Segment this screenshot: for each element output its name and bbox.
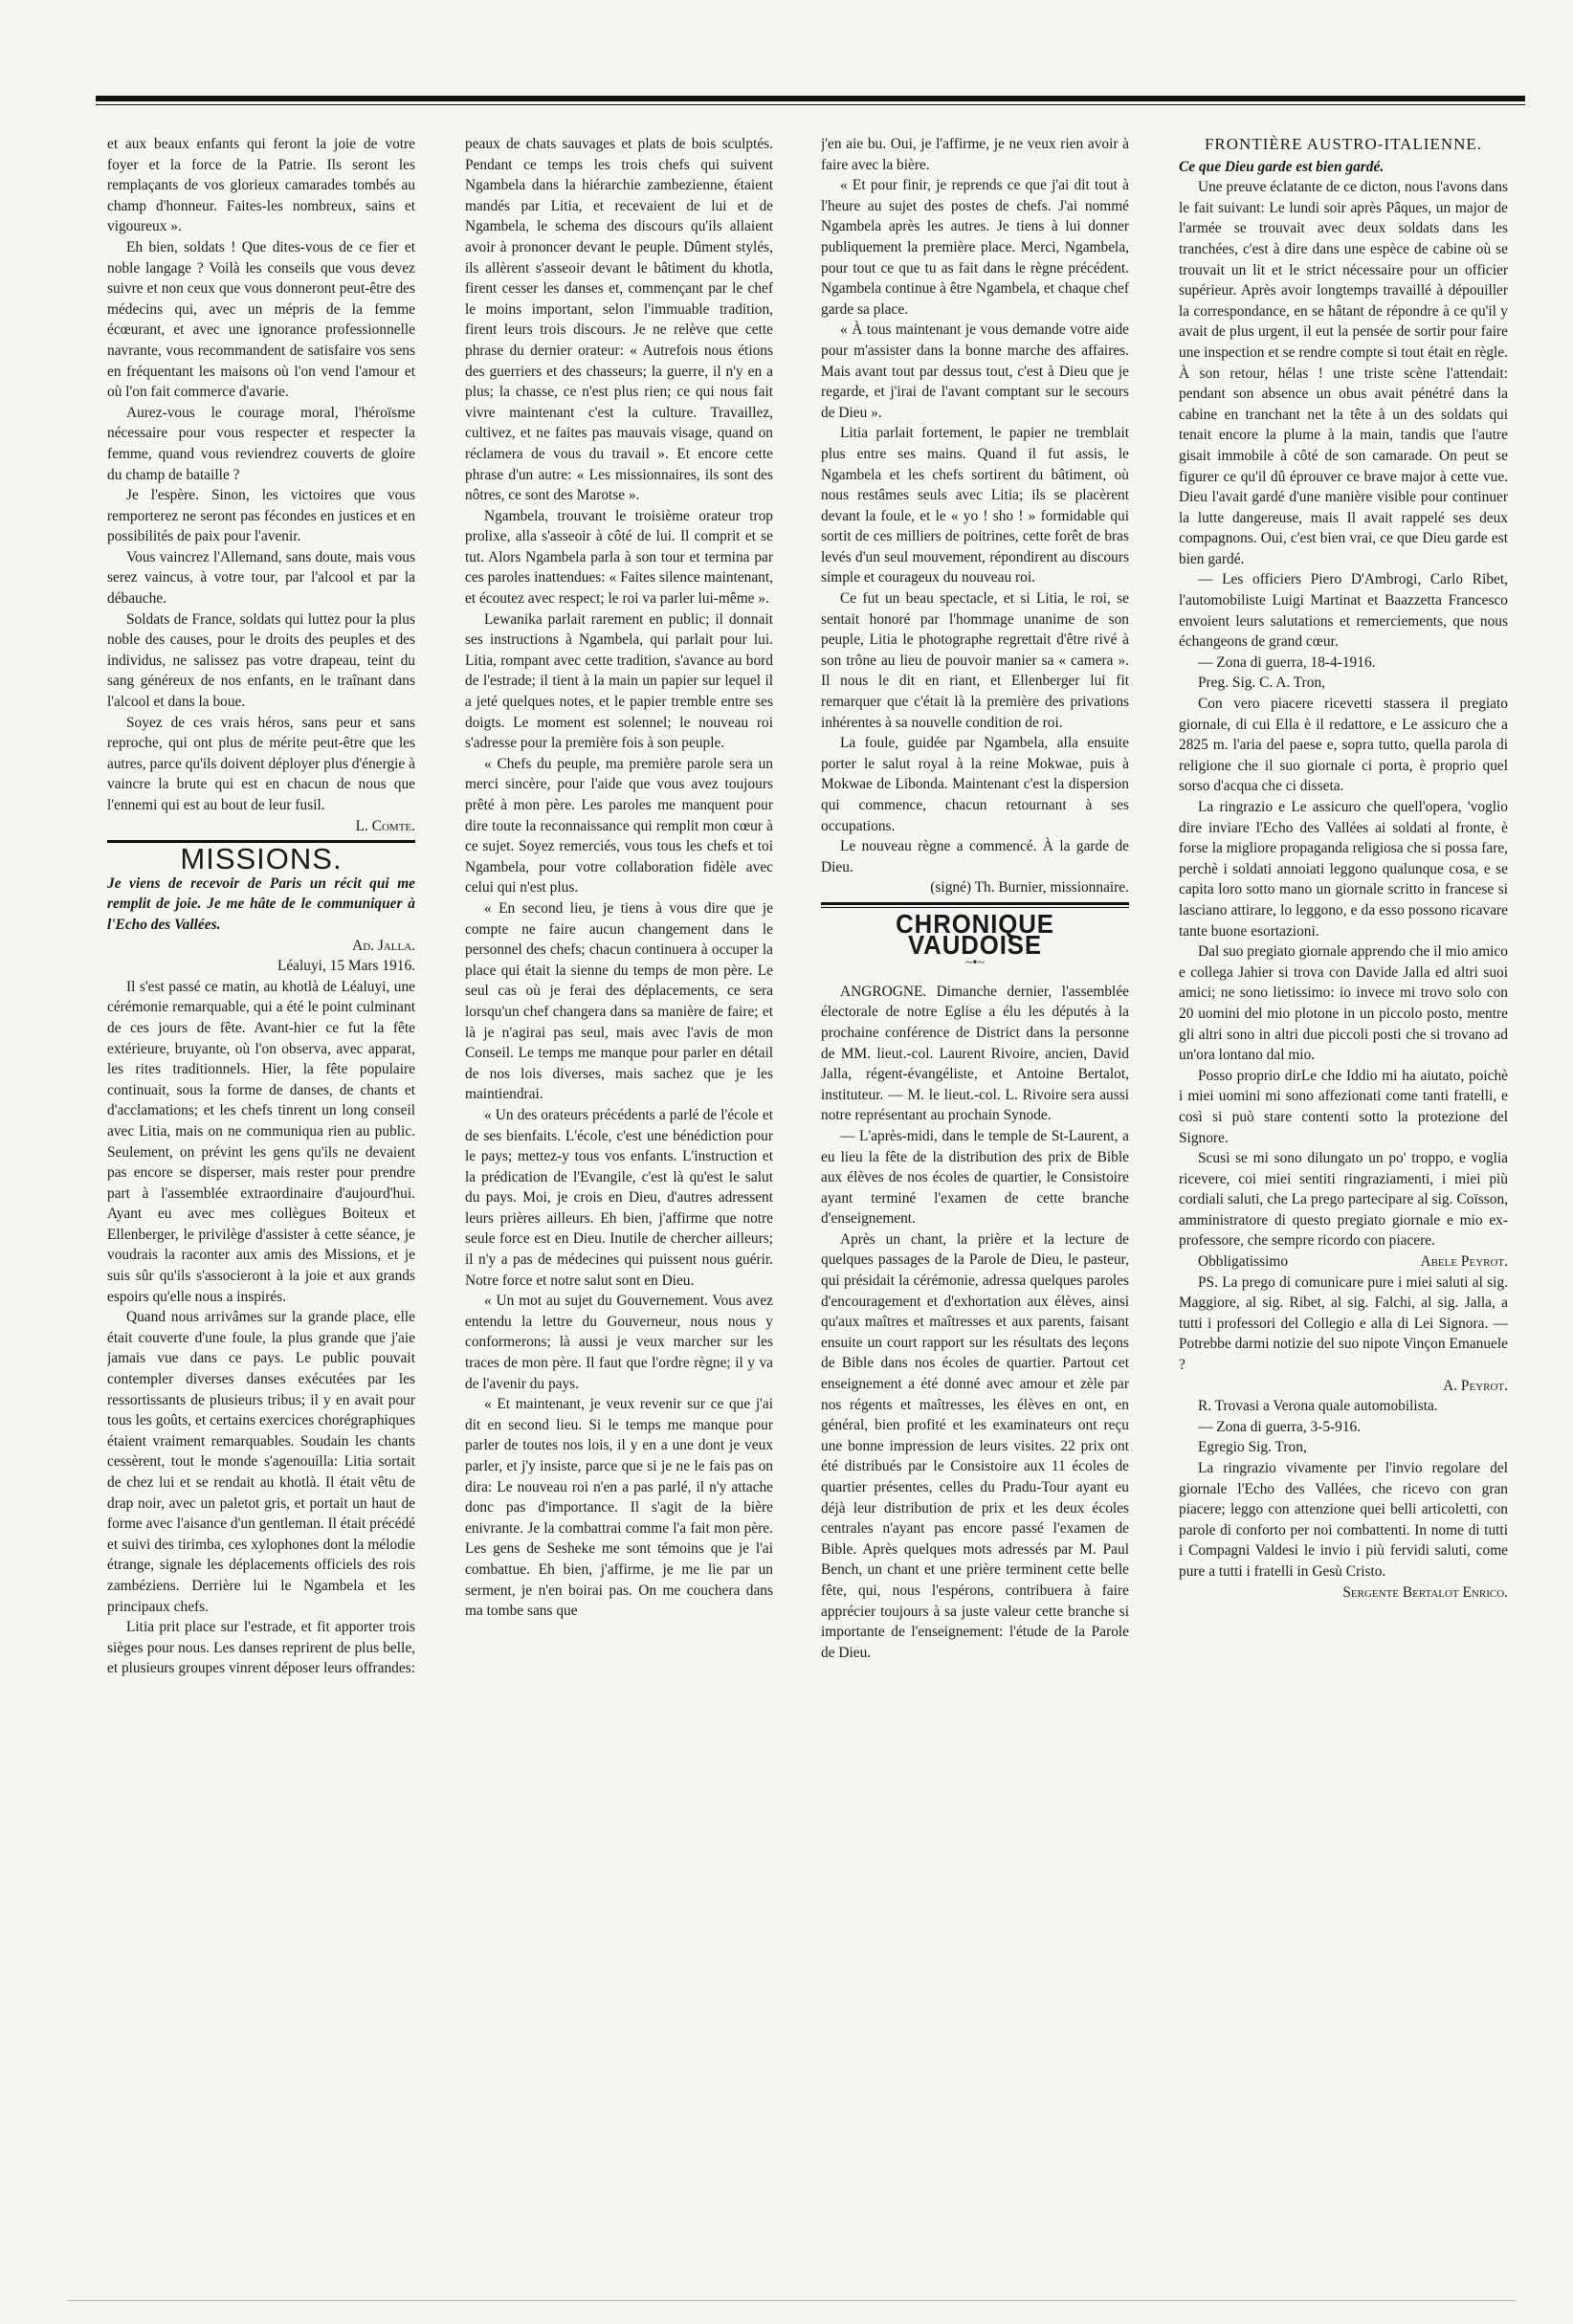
frontiere-lead: Ce que Dieu garde est bien gardé. xyxy=(1179,158,1385,175)
paragraph: — Les officiers Piero D'Ambrogi, Carlo Ribet, l'automobiliste Luigi Martinat et Baazzetta Francesco envoient leurs salutations et remerciements, que nous échangeons de grand cœur. xyxy=(1179,571,1508,651)
paragraph: Litia parlait fortement, le papier ne tremblait plus entre ses mains. Quand il fut assis, le Ngambela et les chefs sortirent du bâtiment, où nous restâmes seuls avec Litia; ils se placèrent devant la foule, et le « yo ! sho ! » formidable qui sortit de ces milliers de poitrines, cette forêt de bras levés d'un seul mouvement, répondirent au discours simple et courageux du nouveau roi. xyxy=(821,425,1129,587)
paragraph: La ringrazio e Le assicuro che quell'opera, 'voglio dire inviare l'Echo des Vallées ai soldati al fronte, è forse la migliore propaganda religiosa che si possa fare, perchè i soldati annoiati leggono qualunque cosa, e se capita loro sotto mano un giornale scritto in francese si lasciano attirare, lo leggono, e da esso possono ricavare tante buone esortazioni. xyxy=(1179,799,1508,940)
paragraph: peaux de chats sauvages et plats de bois sculptés. Pendant ce temps les trois chefs qui suivent Ngambela dans la hiérarchie zambezienne, étaient mandés par Litia, et recevaient de lui et de Ngambela, le schema des discours qu'ils allaient avoir à prononcer devant le peuple. Dûment stylés, ils allèrent s'asseoir devant le bâtiment du khotla, firent cesser les danses et, commençant par le chef le moins important, selon l'immuable tradition, firent leurs trois discours. Je ne relève que cette phrase du dernier orateur: « Autrefois nous étions des guerriers et des chasseurs; la guerre, il n'y en a plus; la chasse, ce n'est plus rien; ce qui nous fait vivre maintenant c'est la culture. Travaillez, cultivez, et ne faites pas mauvais visage, quand on réclamera de vous du travail ». Et encore cette phrase d'un autre: « Les missionnaires, ils sont des nôtres, ce sont des Marotse ». xyxy=(465,136,773,504)
letter-dateline: — Zona di guerra, 3-5-916. xyxy=(1198,1418,1362,1435)
closing-word: Obbligatissimo xyxy=(1198,1253,1289,1271)
paragraph: Vous vaincrez l'Allemand, sans doute, mais vous serez vaincus, à votre tour, par l'alcool et par la débauche. xyxy=(107,548,415,608)
paragraph: « À tous maintenant je vous demande votre aide pour m'assister dans la bonne marche des affaires. Mais avant tout par dessus tout, c'est à Dieu que je regarde, et j'irai de l'avant comptant sur le secours de Dieu ». xyxy=(821,321,1129,421)
missions-lead: Je viens de recevoir de Paris un récit qui me remplit de joie. Je me hâte de le communiquer à l'Echo des Vallées. xyxy=(107,874,415,933)
paragraph: Eh bien, soldats ! Que dites-vous de ce fier et noble langage ? Voilà les conseils que vous devez suivre et non ceux que vous donneront peut-être des médecins qui, avec un mépris de la femme écœurant, et avec une ignorance professionnelle navrante, vous recommandent de satisfaire vos sens en fréquentant les maisons où l'on vend l'amour et où l'on fait commerce d'avarie. xyxy=(107,238,415,401)
paragraph: Litia prit place sur l'estrade, et fit apporter trois sièges pour nous. Les danses reprirent de plus belle, et plusieurs groupes vinrent déposer leurs offrandes: xyxy=(107,1619,415,1677)
paragraph: — L'après-midi, dans le temple de St-Laurent, a eu lieu la fête de la distribution des prix de Bible aux élèves de nos écoles de quartier, le Consistoire ayant terminé l'examen de cette branche d'enseignement. xyxy=(821,1127,1129,1228)
paragraph: Aurez-vous le courage moral, l'héroïsme nécessaire pour vous respecter et respecter la femme, quand vous reviendrez couverts de gloire du champ de bataille ? xyxy=(107,404,415,483)
paragraph: Soldats de France, soldats qui luttez pour la plus noble des causes, pour le droits des peuples et des individus, ne salissez pas votre drapeau, teint du sang généreux de nos enfants, en le traînant dans l'alcool et dans la boue. xyxy=(107,610,415,711)
ornament: ~•~ xyxy=(964,956,986,971)
paragraph: Posso proprio dirLe che Iddio mi ha aiutato, poichè i miei uomini mi sono affezionati come tanti fratelli, e così si può stare contenti sotto la protezione del Signore. xyxy=(1179,1067,1508,1146)
header-rule-thin xyxy=(96,104,1525,105)
column-1 xyxy=(107,134,415,2143)
paragraph: et aux beaux enfants qui feront la joie de votre foyer et la force de la Patrie. Ils seront les remplaçants de vos glorieux camarades tombés au champ d'honneur. Faites-les nombreux, sains et vigoureux ». xyxy=(107,136,415,235)
letter-signature: Sergente Bertalot Enrico. xyxy=(1342,1583,1508,1601)
paragraph: Con vero piacere ricevetti stassera il pregiato giornale, di cui Ella è il redattore, e Le assicuro che a 2825 m. l'aria del paese e, sopra tutto, quella parola di religione che il suo giornale ci porta, è proprio quel sorso d'acqua che ci disseta. xyxy=(1179,696,1508,795)
article-signature: L. Comte. xyxy=(355,817,415,834)
paragraph: Ce fut un beau spectacle, et si Litia, le roi, se sentait honoré par l'hommage unanime de son peuple, Litia le photographe regrettait d'être rivé à son trône au lieu de pouvoir manier sa « camera ». Il nous le dit en riant, et Ellenberger lui fit remarquer que c'était là la première des privations inhérentes à sa nouvelle condition de roi. xyxy=(821,590,1129,731)
editor-note: R. Trovasi a Verona quale automobilista. xyxy=(1198,1398,1438,1415)
paragraph: Je l'espère. Sinon, les victoires que vous remporterez ne seront pas fécondes en justices et en possibilités de paix pour l'avenir. xyxy=(107,487,415,545)
paragraph: Il s'est passé ce matin, au khotlà de Léaluyi, une cérémonie remarquable, qui a été le point culminant de ces jours de fête. Avant-hier ce fut la fête extérieure, bruyante, où l'on observa, avec apparat, les rites traditionnels. Hier, la fête populaire continuait, sous la forme de danses, de chants et d'acclamations; et les chefs tinrent un long conseil avec Litia, mais on ne communiqua rien au public. Seulement, on prévint les gens qu'ils ne devaient pas encore se disperser, mais rester pour prendre part à l'assemblée extraordinaire d'aujourd'hui. Ayant eu avec mes collègues Boiteux et Ellenberger, le privilège d'assister à cette séance, je voudrais la raconter aux amis des Missions, et je suis sûr qu'ils s'associeront à la joie et aux grands espoirs qu'elle nous a inspirés. xyxy=(107,978,415,1305)
missions-signature: (signé) Th. Burnier, missionnaire. xyxy=(930,879,1129,896)
paragraph: La ringrazio vivamente per l'invio regolare del giornale l'Echo des Vallées, che ricevo con gran piacere; leggo con attenzione quei belli articoletti, con parole di conforto per noi combattenti. In nome di tutti i Compagni Valdesi le invio i più fervidi saluti, come pure a tutti i fratelli in Gesù Cristo. xyxy=(1179,1460,1508,1580)
postscript: PS. La prego di comunicare pure i miei saluti al sig. Maggiore, al sig. Ribet, al sig. Falchi, al sig. Jalla, a tutti i professori del Collegio e alla di Lei Signora. — Potrebbe darmi notizie del suo nipote Vinçon Emanuele ? xyxy=(1179,1273,1508,1374)
letter-dateline: — Zona di guerra, 18-4-1916. xyxy=(1198,653,1376,671)
paragraph: Lewanika parlait rarement en public; il donnait ses instructions à Ngambela, qui parlait pour lui. Litia, rompant avec cette tradition, s'avance au bord de l'estrade; il tient à la main un papier sur lequel il a jeté quelques notes, et le papier tremble entre ses doigts. Le moment est solennel; le nouveau roi s'adresse pour la première fois à son peuple. xyxy=(465,610,773,752)
paragraph: ANGROGNE. Dimanche dernier, l'assemblée électorale de notre Eglise a élu les députés à la prochaine conférence de District dans la personne de MM. lieut.-col. Laurent Rivoire, ancien, David Jalla, régent-évangéliste, et Antoine Bertalot, instituteur. — M. le lieut.-col. L. Rivoire sera aussi notre représentant au prochain Synode. xyxy=(821,983,1129,1124)
paragraph: Dal suo pregiato giornale apprendo che il mio amico e collega Jahier si trova con Davide Jalla ed altri suoi amici; ne sono lietissimo: io invece mi trovo solo con 20 uomini del mio plotone in un piccolo posto, mentre gli altri sono in altri due piccoli posti che si trovano ad un'ora lontano dal mio. xyxy=(1179,943,1508,1064)
paragraph: La foule, guidée par Ngambela, alla ensuite porter le salut royal à la reine Mokwae, puis à Mokwae de Libonda. Maintenant c'est la dispersion qui commence, chacun retournant à ses occupations. xyxy=(821,735,1129,834)
paragraph: « En second lieu, je tiens à vous dire que je compte ne faire aucun changement dans le personnel des chefs; chacun continuera à occuper la place qui était la sienne du temps de mon père. Le seul cas où je ferai des déplacements, ce sera lorsqu'un chef changera dans sa manière de faire; et là je n'agirai pas seul, mais avec l'avis de mon Conseil. Le temps me manque pour parler en détail de nos lois diverses, mais sachez que je les maintiendrai. xyxy=(465,899,773,1103)
paragraph: « Et maintenant, je veux revenir sur ce que j'ai dit en second lieu. Si le temps me manque pour parler de toutes nos lois, il y en a une dont je veux parler, et j'y insiste, parce que si je ne le fais pas on dira: Le nouveau roi n'en a pas parlé, il n'y attache donc pas d'importance. Il s'agit de la bière enivrante. Je la combattrai comme l'a fait mon père. Les gens de Sesheke me sont témoins que je l'ai combattue. Eh bien, j'affirme, je me lie par un serment, je n'en boirai pas. On me couchera dans ma tombe sans que xyxy=(465,1396,773,1620)
paragraph: Le nouveau règne a commencé. À la garde de Dieu. xyxy=(821,838,1129,875)
letter-closing xyxy=(1179,1251,1508,1273)
column-2 xyxy=(465,134,773,2143)
column-4 xyxy=(1179,134,1508,2143)
page-bottom-edge xyxy=(67,2300,1516,2301)
chronique-title: CHRONIQUE VAUDOISE xyxy=(896,908,1054,960)
section-divider-thin xyxy=(821,907,1129,908)
missions-title: MISSIONS. xyxy=(180,842,343,876)
paragraph: Ngambela, trouvant le troisième orateur trop prolixe, alla s'asseoir à côté de lui. Il comprit et se tut. Alors Ngambela parla à son tour et termina par ces paroles inattendues: « Faites silence maintenant, et écoutez avec respect; le roi va parler lui-même ». xyxy=(465,507,773,608)
paragraph: « Un mot au sujet du Gouvernement. Vous avez entendu la lettre du Gouverneur, nous nous y conformerons; là aussi je veux marcher sur les traces de mon père. Il faut que l'ordre règne; il y va de l'avenir du pays. xyxy=(465,1293,773,1392)
paragraph: j'en aie bu. Oui, je l'affirme, je ne veux rien avoir à faire avec la bière. xyxy=(821,136,1129,173)
column-3 xyxy=(821,134,1129,2143)
section-divider xyxy=(821,902,1129,905)
header-rule xyxy=(96,96,1525,101)
letter-salutation: Preg. Sig. C. A. Tron, xyxy=(1198,675,1325,692)
paragraph: « Un des orateurs précédents a parlé de l'école et de ses bienfaits. L'école, c'est une bénédiction pour le pays; mettez-y tous vos enfants. L'instruction et la prédication de l'Evangile, c'est là qu'est le salut du pays. Moi, je crois en Dieu, d'autres adressent leurs prières ailleurs. Eh bien, j'affirme que notre seule force est en Dieu. Inutile de chercher ailleurs; il n'y a pas de médecines qui puissent nous guérir. Notre force et notre salut sont en Dieu. xyxy=(465,1106,773,1289)
paragraph: « Et pour finir, je reprends ce que j'ai dit tout à l'heure au sujet des postes de chefs. J'ai nommé Ngambela après les autres. Je tiens à lui donner publiquement la première place. Merci, Ngambela, pour tout ce que tu as fait dans le règne précédent. Ngambela continue à être Ngambela, et chaque chef garde sa place. xyxy=(821,177,1129,318)
paragraph: Scusi se mi sono dilungato un po' troppo, e voglia ricevere, coi miei sentiti ringraziamenti, i miei più cordiali saluti, che La prego partecipare al sig. Coïsson, amministratore di questo pregiato giornale e mio ex-professore, che sempre ricordo con piacere. xyxy=(1179,1150,1508,1250)
letter-salutation: Egregio Sig. Tron, xyxy=(1198,1439,1307,1456)
postscript-signature: A. Peyrot. xyxy=(1443,1377,1508,1394)
missions-dateline: Léaluyi, 15 Mars 1916. xyxy=(277,958,415,975)
frontiere-title: FRONTIÈRE AUSTRO-ITALIENNE. xyxy=(1204,135,1483,153)
paragraph: Après un chant, la prière et la lecture de quelques passages de la Parole de Dieu, le pasteur, qui présidait la cérémonie, adressa quelques paroles d'encouragement et d'exhortation aux élèves, ainsi qu'aux maîtres et maîtresses et aux parents, faisant ensuite un court rapport sur les résultats des leçons de Bible dans nos écoles de quartier. Partout cet enseignement a été donné avec amour et zèle par nos régents et maîtresses, les élèves en ont, en général, bien profité et les examinateurs ont reçu une bonne impression de leurs visites. 22 prix ont été distribués par le Consistoire aux 11 écoles de quartier présentes, celles du Pradu-Tour ayant eu déjà leur distribution de prix et les deux écoles centrales n'ayant pas encore passé l'examen de Bible. Après quelques mots adressés par M. Paul Bench, un chant et une prière terminent cette belle fête, qui, nous l'espérons, contribuera à faire apprécier toujours à sa juste valeur cette branche si importante de l'enseignement: l'étude de la Parole de Dieu. xyxy=(821,1230,1129,1661)
paragraph: Quand nous arrivâmes sur la grande place, elle était couverte d'une foule, la plus grande que j'aie jamais vue dans ce pays. Le public pouvait contempler diverses danses exécutées par les ressortissants de plusieurs tribus; il y en avait pour tous les goûts, et certains exercices chorégraphiques étaient vraiment remarquables. Soudain les chants cessèrent, tout le monde s'agenouilla: Litia sortait de chez lui et se rendait au khotlà. Il était vêtu de drap noir, avec un paletot gris, et portait un haut de forme avec l'aisance d'un gentleman. Il était précédé et suivi des tirimba, ces xylophones dont la mélodie étrange, signale les déplacements officiels des rois zambéziens. Derrière lui le Ngambela et les principaux chefs. xyxy=(107,1309,415,1615)
missions-lead-signature: Ad. Jalla. xyxy=(352,937,415,954)
paragraph: « Chefs du peuple, ma première parole sera un merci sincère, pour l'aide que vous avez toujours prêté à mon père. Les paroles me manquent pour dire toute la reconnaissance qui remplit mon cœur à ce sujet. Soyez remerciés, vous tous les chefs et toi Ngambela, pour votre collaboration fidèle avec celui qui n'est plus. xyxy=(465,755,773,896)
paragraph: Une preuve éclatante de ce dicton, nous l'avons dans le fait suivant: Le lundi soir après Pâques, un major de l'armée se trouvait avec deux soldats dans les tranchées, c'est à dire dans une espèce de cabine où se trouvait un lit et le strict nécessaire pour un officier supérieur. Après avoir longtemps travaillé à dépouiller la correspondance, en se hâtant de répondre à ce qu'il y avait de plus urgent, il eut la pensée de sortir pour faire une inspection et se rendre compte si tout était en règle. À son retour, hélas ! une triste scène l'attendait: pendant son absence un obus avait pénétré dans la cabine en tranchant net la tête à un des soldats qui tenait encore la plume à la main, tandis que l'autre gisait immobile à côté de son camarade. On peut se figurer ce qu'il dû éprouver ce brave major à cette vue. Dieu l'avait gardé d'une manière visible pour continuer la lutte dangereuse, mais Il avait rappelé ses deux compagnons. Oui, c'est bien vrai, ce que Dieu garde est bien gardé. xyxy=(1179,179,1508,567)
paragraph: Soyez de ces vrais héros, sans peur et sans reproche, qui ont plus de mérite peut-être que les autres, parce qu'ils doivent déployer plus d'énergie à vaincre la brute qui est en chacun de nous que l'ennemi qui est au bout de leur fusil. xyxy=(107,714,415,813)
closing-signature: Abele Peyrot. xyxy=(1420,1253,1508,1271)
